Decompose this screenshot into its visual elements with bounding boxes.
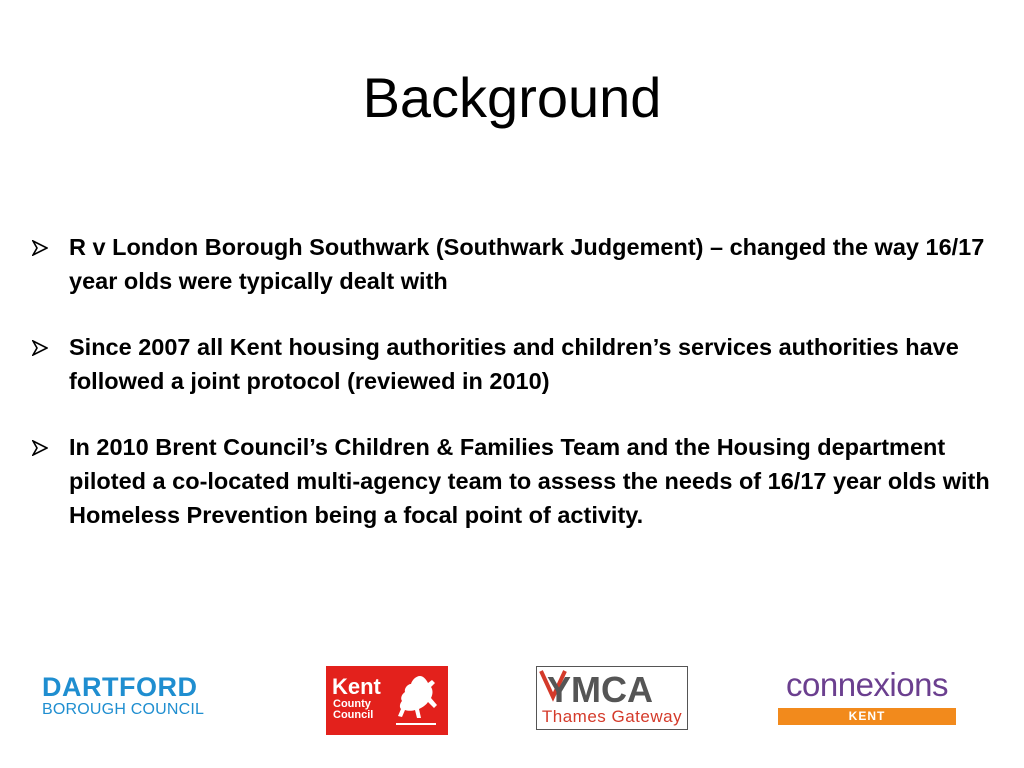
- arrowhead-bullet-icon: [32, 230, 52, 264]
- white-horse-icon: [390, 672, 442, 735]
- connexions-logo-name: connexions: [786, 666, 948, 703]
- arrowhead-bullet-icon: [32, 430, 52, 464]
- bullet-item: [32, 430, 992, 532]
- kent-logo-subtitle-line1: County: [333, 698, 371, 710]
- kent-logo-subtitle-line2: Council: [333, 709, 374, 721]
- bullet-item: [32, 330, 992, 398]
- ymca-logo-subtitle: Thames Gateway: [541, 707, 683, 726]
- connexions-kent-logo: [778, 666, 956, 726]
- dartford-logo-name: DARTFORD: [42, 672, 198, 702]
- dartford-logo-subtitle: BOROUGH COUNCIL: [42, 701, 205, 718]
- kent-logo-name: Kent: [332, 674, 381, 699]
- slide-title: Background: [362, 66, 662, 129]
- ymca-logo-name: YMCA: [547, 669, 653, 707]
- bullet-text: R v London Borough Southwark (Southwark Judgement) – changed the way 16/17 year olds were typically dealt with: [69, 234, 985, 294]
- bullet-item: [32, 230, 992, 298]
- kent-logo-subtitle: [333, 699, 373, 721]
- bullet-list: [32, 230, 992, 564]
- bullet-text: Since 2007 all Kent housing authorities and children’s services authorities have followed a joint protocol (reviewed in 2010): [69, 334, 959, 394]
- connexions-logo-subtitle: KENT: [778, 708, 956, 725]
- kent-county-council-logo: [326, 666, 448, 735]
- arrowhead-bullet-icon: [32, 330, 52, 364]
- ymca-thames-gateway-logo: [536, 666, 688, 730]
- dartford-borough-council-logo: [42, 673, 232, 723]
- bullet-text: In 2010 Brent Council’s Children & Families Team and the Housing department piloted a co-located multi-agency team to assess the needs of 16/17 year olds with Homeless Prevention being a focal point of activity.: [69, 434, 990, 528]
